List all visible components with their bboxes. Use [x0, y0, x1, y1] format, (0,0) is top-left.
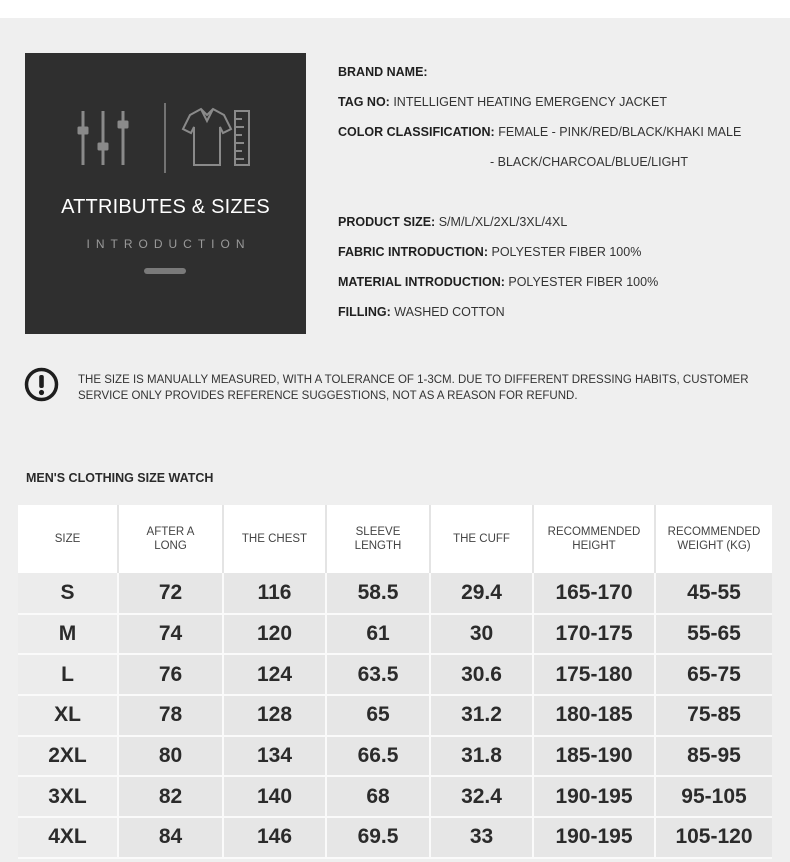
attr-tag-label: TAG NO:: [338, 95, 390, 109]
header-height: RECOMMENDED HEIGHT: [533, 505, 655, 573]
shirt-ruler-icon: [183, 109, 249, 165]
attr-color: [338, 125, 741, 139]
attr-tag-value: INTELLIGENT HEATING EMERGENCY JACKET: [393, 95, 667, 109]
table-row: [18, 776, 772, 817]
attr-filling: [338, 305, 505, 319]
table-cell: 140: [223, 776, 326, 817]
table-cell: 105-120: [655, 817, 772, 858]
attr-size: [338, 215, 567, 229]
table-cell: 78: [118, 695, 223, 736]
table-cell: 76: [118, 654, 223, 695]
hero-subtitle: INTRODUCTION: [86, 237, 251, 251]
table-cell: 61: [326, 614, 430, 655]
table-cell: 75-85: [655, 695, 772, 736]
table-cell: 80: [118, 736, 223, 777]
table-cell: 190-195: [533, 817, 655, 858]
table-cell: 31.8: [430, 736, 533, 777]
hero-icon-group: [77, 103, 255, 173]
table-cell: XL: [18, 695, 118, 736]
table-cell: 31.2: [430, 695, 533, 736]
header-cuff: THE CUFF: [430, 505, 533, 573]
table-cell: 33: [430, 817, 533, 858]
table-row: [18, 817, 772, 858]
size-notice: [78, 372, 778, 404]
table-cell: 175-180: [533, 654, 655, 695]
sliders-icon: [78, 111, 128, 165]
table-cell: 82: [118, 776, 223, 817]
table-cell: 185-190: [533, 736, 655, 777]
size-chart-header-row: [18, 505, 772, 573]
table-cell: 146: [223, 817, 326, 858]
table-cell: 190-195: [533, 776, 655, 817]
attributes-hero-card: [25, 53, 306, 334]
attr-material-label: MATERIAL INTRODUCTION:: [338, 275, 505, 289]
header-size: SIZE: [18, 505, 118, 573]
attr-tag: [338, 95, 667, 109]
table-row: [18, 654, 772, 695]
table-cell: 2XL: [18, 736, 118, 777]
table-cell: 3XL: [18, 776, 118, 817]
table-cell: 95-105: [655, 776, 772, 817]
attr-color-value: FEMALE - PINK/RED/BLACK/KHAKI MALE: [498, 125, 742, 139]
attr-size-label: PRODUCT SIZE:: [338, 215, 436, 229]
table-cell: 84: [118, 817, 223, 858]
table-cell: S: [18, 573, 118, 614]
header-length: AFTER A LONG: [118, 505, 223, 573]
table-row: [18, 695, 772, 736]
table-cell: 65-75: [655, 654, 772, 695]
attr-fabric-value: POLYESTER FIBER 100%: [491, 245, 642, 259]
table-cell: 63.5: [326, 654, 430, 695]
table-cell: 69.5: [326, 817, 430, 858]
table-row: [18, 736, 772, 777]
table-cell: 30.6: [430, 654, 533, 695]
table-cell: 29.4: [430, 573, 533, 614]
table-cell: 4XL: [18, 817, 118, 858]
attr-size-value: S/M/L/XL/2XL/3XL/4XL: [438, 215, 568, 229]
table-cell: M: [18, 614, 118, 655]
attr-fabric-label: FABRIC INTRODUCTION:: [338, 245, 488, 259]
attr-material-value: POLYESTER FIBER 100%: [508, 275, 659, 289]
attr-material: [338, 275, 658, 289]
table-cell: 170-175: [533, 614, 655, 655]
size-chart-title: MEN'S CLOTHING SIZE WATCH: [26, 471, 214, 485]
table-cell: 66.5: [326, 736, 430, 777]
header-chest: THE CHEST: [223, 505, 326, 573]
table-cell: 180-185: [533, 695, 655, 736]
attr-brand-label: BRAND NAME:: [338, 65, 428, 79]
table-cell: 120: [223, 614, 326, 655]
table-cell: 58.5: [326, 573, 430, 614]
table-cell: 65: [326, 695, 430, 736]
exclamation-circle-icon: [24, 367, 59, 402]
table-cell: 128: [223, 695, 326, 736]
attr-filling-label: FILLING:: [338, 305, 391, 319]
table-cell: 72: [118, 573, 223, 614]
attr-fabric: [338, 245, 641, 259]
hero-accent-bar: [144, 268, 186, 274]
attr-color-cont: [490, 155, 688, 169]
table-cell: 30: [430, 614, 533, 655]
size-notice-line-1: THE SIZE IS MANUALLY MEASURED, WITH A TOLERANCE OF 1-3CM. DUE TO DIFFERENT DRESSING HABITS, CUSTOMER: [78, 374, 749, 386]
table-cell: L: [18, 654, 118, 695]
table-cell: 124: [223, 654, 326, 695]
table-cell: 165-170: [533, 573, 655, 614]
table-cell: 55-65: [655, 614, 772, 655]
header-weight: RECOMMENDED WEIGHT (KG): [655, 505, 772, 573]
table-cell: 32.4: [430, 776, 533, 817]
table-row: [18, 573, 772, 614]
table-row: [18, 614, 772, 655]
table-cell: 134: [223, 736, 326, 777]
attr-color-value-cont: - BLACK/CHARCOAL/BLUE/LIGHT: [490, 155, 688, 169]
size-chart-table: [18, 505, 772, 859]
header-sleeve: SLEEVE LENGTH: [326, 505, 430, 573]
table-cell: 74: [118, 614, 223, 655]
table-cell: 116: [223, 573, 326, 614]
attr-filling-value: WASHED COTTON: [394, 305, 505, 319]
size-notice-line-2: SERVICE ONLY PROVIDES REFERENCE SUGGESTIONS, NOT AS A REASON FOR REFUND.: [78, 390, 578, 402]
attr-brand: [338, 65, 428, 79]
table-cell: 68: [326, 776, 430, 817]
table-cell: 85-95: [655, 736, 772, 777]
table-cell: 45-55: [655, 573, 772, 614]
hero-title: ATTRIBUTES & SIZES: [61, 196, 270, 218]
attr-color-label: COLOR CLASSIFICATION:: [338, 125, 495, 139]
